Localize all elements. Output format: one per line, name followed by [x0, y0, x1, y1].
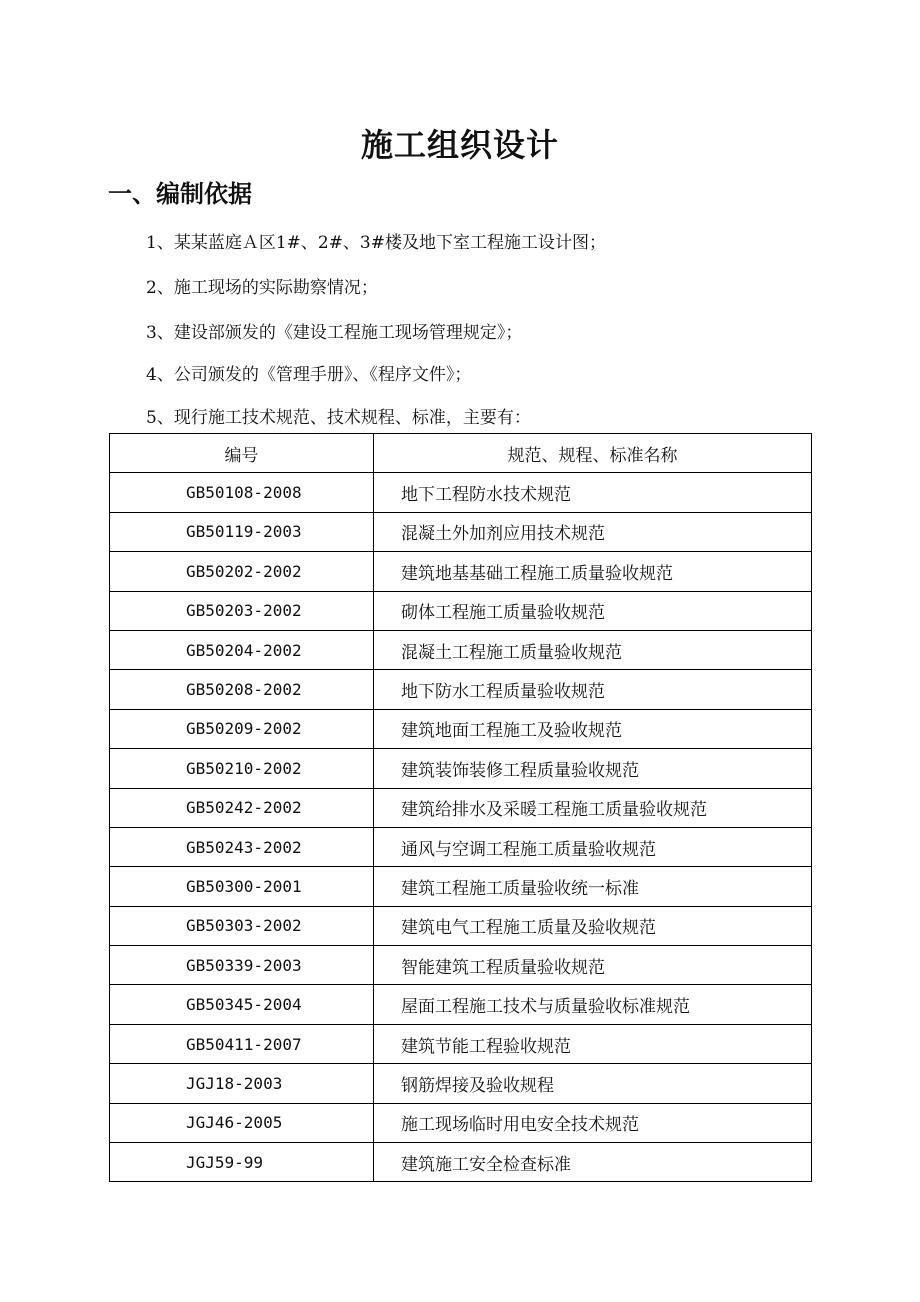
standard-code: GB50243-2002 [110, 827, 374, 866]
table-row [110, 552, 812, 591]
standard-code: GB50411-2007 [110, 1024, 374, 1063]
table-row [110, 827, 812, 866]
standard-code: GB50108-2008 [110, 473, 374, 512]
standard-code: GB50208-2002 [110, 670, 374, 709]
standard-name: 砌体工程施工质量验收规范 [374, 591, 812, 630]
basis-item: 3、建设部颁发的《建设工程施工现场管理规定》； [146, 323, 523, 343]
document-title: 施工组织设计 [360, 126, 559, 164]
standard-code: GB50209-2002 [110, 709, 374, 748]
standard-name: 建筑工程施工质量验收统一标准 [374, 867, 812, 906]
table-body [110, 473, 812, 1182]
table-row [110, 630, 812, 669]
table-row [110, 946, 812, 985]
standard-name: 施工现场临时用电安全技术规范 [374, 1103, 812, 1142]
standard-name: 混凝土工程施工质量验收规范 [374, 630, 812, 669]
standard-code: GB50204-2002 [110, 630, 374, 669]
table-row [110, 749, 812, 788]
standard-name: 建筑地面工程施工及验收规范 [374, 709, 812, 748]
standard-code: JGJ18-2003 [110, 1064, 374, 1103]
standard-code: GB50339-2003 [110, 946, 374, 985]
table-row [110, 1064, 812, 1103]
standard-code: GB50345-2004 [110, 985, 374, 1024]
table-row [110, 709, 812, 748]
standard-code: JGJ46-2005 [110, 1103, 374, 1142]
standard-code: GB50300-2001 [110, 867, 374, 906]
standard-name: 地下工程防水技术规范 [374, 473, 812, 512]
basis-item: 4、公司颁发的《管理手册》、《程序文件》； [146, 365, 472, 385]
standard-name: 混凝土外加剂应用技术规范 [374, 512, 812, 551]
basis-item: 5、现行施工技术规范、技术规程、标准，主要有： [146, 408, 531, 428]
table-row [110, 591, 812, 630]
header-name: 规范、规程、标准名称 [374, 434, 812, 473]
standard-code: GB50202-2002 [110, 552, 374, 591]
standard-code: GB50210-2002 [110, 749, 374, 788]
standard-code: GB50119-2003 [110, 512, 374, 551]
standard-name: 建筑装饰装修工程质量验收规范 [374, 749, 812, 788]
standard-code: GB50203-2002 [110, 591, 374, 630]
table-row [110, 788, 812, 827]
table-row [110, 473, 812, 512]
standard-name: 建筑地基基础工程施工质量验收规范 [374, 552, 812, 591]
standard-name: 屋面工程施工技术与质量验收标准规范 [374, 985, 812, 1024]
table-row [110, 1103, 812, 1142]
table-row [110, 985, 812, 1024]
standard-code: JGJ59-99 [110, 1143, 374, 1182]
basis-item: 1、某某蓝庭Ａ区1#、2#、3#楼及地下室工程施工设计图； [146, 233, 606, 253]
standard-name: 钢筋焊接及验收规程 [374, 1064, 812, 1103]
table-header-row [110, 434, 812, 473]
standard-name: 建筑节能工程验收规范 [374, 1024, 812, 1063]
standard-name: 建筑施工安全检查标准 [374, 1143, 812, 1182]
section-heading: 一、编制依据 [108, 180, 252, 208]
table-row [110, 906, 812, 945]
standard-name: 地下防水工程质量验收规范 [374, 670, 812, 709]
table-row [110, 512, 812, 551]
table-row [110, 867, 812, 906]
table-row [110, 670, 812, 709]
table-row [110, 1143, 812, 1182]
standards-table [109, 433, 812, 1182]
standard-code: GB50303-2002 [110, 906, 374, 945]
standard-name: 智能建筑工程质量验收规范 [374, 946, 812, 985]
standard-name: 建筑电气工程施工质量及验收规范 [374, 906, 812, 945]
basis-item: 2、施工现场的实际勘察情况； [146, 278, 378, 298]
table-row [110, 1024, 812, 1063]
standard-name: 建筑给排水及采暖工程施工质量验收规范 [374, 788, 812, 827]
standard-name: 通风与空调工程施工质量验收规范 [374, 827, 812, 866]
standard-code: GB50242-2002 [110, 788, 374, 827]
header-code: 编号 [110, 434, 374, 473]
